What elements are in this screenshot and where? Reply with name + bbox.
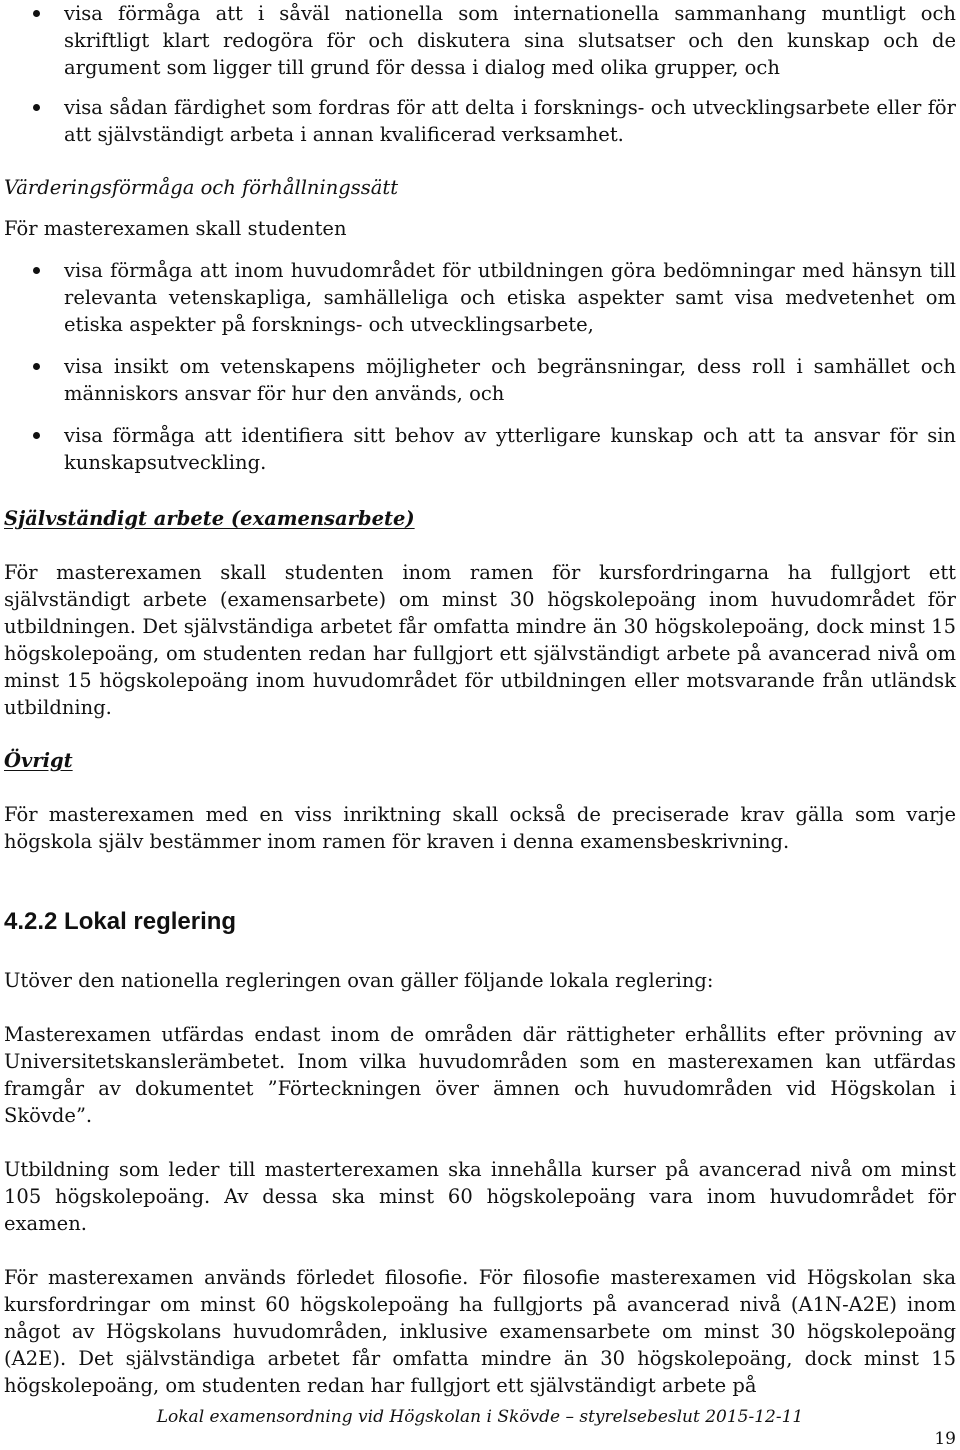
values-bullet-list bbox=[4, 257, 956, 476]
list-item bbox=[4, 0, 956, 81]
section-heading-thesis: Självständigt arbete (examensarbete) bbox=[4, 507, 415, 530]
bullet-icon bbox=[33, 363, 40, 370]
other-paragraph: För masterexamen med en viss inriktning skall också de preciserade krav gälla som varje högskola själv bestämmer inom ramen för kraven i denna examensbeskrivning. bbox=[4, 803, 956, 853]
bullet-icon bbox=[33, 432, 40, 439]
bullet-icon bbox=[33, 10, 40, 17]
bullet-text: visa förmåga att inom huvudområdet för utbildningen göra bedömningar med hänsyn till relevanta vetenskapliga, samhälleliga och etiska aspekter samt visa medvetenhet om etiska aspekter på forsknings- och utvecklingsarbete, bbox=[64, 259, 956, 336]
bullet-icon bbox=[33, 104, 40, 111]
page-footer: Lokal examensordning vid Högskolan i Skövde – styrelsebeslut 2015-12-11 bbox=[156, 1407, 804, 1427]
page-number: 19 bbox=[934, 1429, 956, 1449]
list-item bbox=[4, 353, 956, 407]
list-item bbox=[4, 94, 956, 148]
section-heading-other: Övrigt bbox=[4, 749, 73, 772]
bullet-icon bbox=[33, 267, 40, 274]
local-paragraph-2: Masterexamen utfärdas endast inom de områden där rättigheter erhållits efter prövning av Universitetskanslerämbetet. Inom vilka huvudområden som en masterexamen kan utfärdas framgår av dokumentet ”Förteckningen över ämnen och huvudområden vid Högskolan i Skövde”. bbox=[4, 1023, 956, 1127]
section-heading-local: 4.2.2 Lokal reglering bbox=[4, 908, 237, 935]
list-item bbox=[4, 257, 956, 338]
bullet-text: visa sådan färdighet som fordras för att delta i forsknings- och utvecklingsarbete eller för att självständigt arbeta i annan kvalificerad verksamhet. bbox=[64, 96, 956, 146]
bullet-text: visa förmåga att identifiera sitt behov av ytterligare kunskap och att ta ansvar för sin kunskapsutveckling. bbox=[64, 424, 956, 474]
bullet-text: visa insikt om vetenskapens möjligheter och begränsningar, dess roll i samhället och människors ansvar för hur den används, och bbox=[64, 355, 956, 405]
local-paragraph-4: För masterexamen används förledet filosofie. För filosofie masterexamen vid Högskolan ska kursfordringar om minst 60 högskolepoäng ha fullgjorts på avancerad nivå (A1N-A2E) inom något av Högskolans huvudområden, inklusive examensarbete om minst 30 högskolepoäng (A2E). Det självständiga arbetet får omfatta mindre än 30 högskolepoäng, dock minst 15 högskolepoäng, om studenten redan har fullgjort ett självständigt arbete på bbox=[4, 1266, 956, 1397]
list-item bbox=[4, 422, 956, 476]
local-paragraph-1: Utöver den nationella regleringen ovan gäller följande lokala reglering: bbox=[4, 969, 714, 992]
thesis-paragraph: För masterexamen skall studenten inom ramen för kursfordringarna ha fullgjort ett självständigt arbete (examensarbete) om minst 30 högskolepoäng inom huvudområdet för utbildningen. Det självständiga arbetet får omfatta mindre än 30 högskolepoäng, dock minst 15 högskolepoäng, om studenten redan har fullgjort ett självständigt arbete på avancerad nivå om minst 15 högskolepoäng inom huvudområdet för utbildningen eller motsvarande från utländsk utbildning. bbox=[4, 561, 956, 719]
intro-bullet-list bbox=[4, 0, 956, 148]
section-heading-values: Värderingsförmåga och förhållningssätt bbox=[4, 176, 399, 199]
local-paragraph-3: Utbildning som leder till masterterexamen ska innehålla kurser på avancerad nivå om minst 105 högskolepoäng. Av dessa ska minst 60 högskolepoäng vara inom huvudområdet för examen. bbox=[4, 1158, 956, 1235]
values-lead-text: För masterexamen skall studenten bbox=[4, 217, 347, 240]
bullet-text: visa förmåga att i såväl nationella som internationella sammanhang muntligt och skriftligt klart redogöra för och diskutera sina slutsatser och den kunskap och de argument som ligger till grund för dessa i dialog med olika grupper, och bbox=[64, 2, 956, 79]
